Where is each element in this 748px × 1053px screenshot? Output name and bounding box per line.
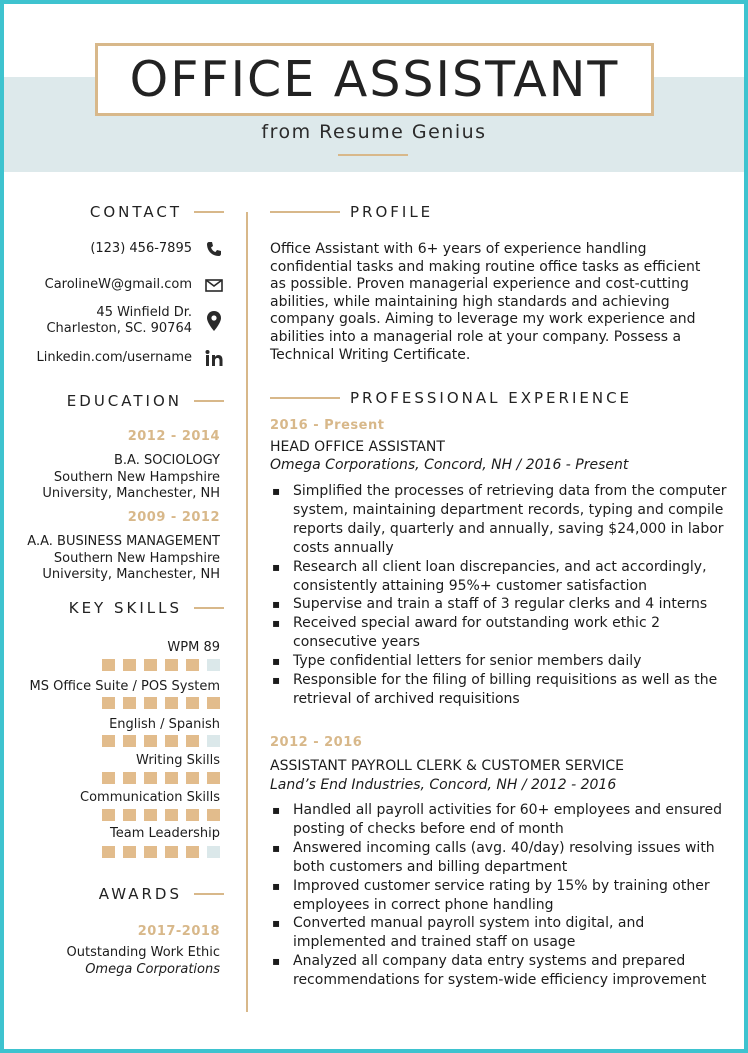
job-bullet: ▪ Supervise and train a staff of 3 regular clerks and 4 interns: [270, 595, 730, 614]
resume-page: [4, 4, 744, 1049]
skill-rating: [102, 735, 220, 747]
skill-square-filled: [165, 735, 178, 747]
skill-square-filled: [186, 697, 199, 709]
skill-square-filled: [102, 846, 115, 858]
resume-title: OFFICE ASSISTANT: [129, 51, 620, 108]
contact-heading: [90, 203, 224, 221]
heading-rule: [194, 400, 224, 402]
job-2-dates: 2012 - 2016: [270, 735, 363, 750]
experience-heading-text: PROFESSIONAL EXPERIENCE: [350, 389, 633, 407]
skill-square-filled: [165, 809, 178, 821]
job-2-bullets: [270, 801, 730, 990]
education-2-details: [27, 534, 220, 584]
linkedin-text[interactable]: Linkedin.com/username: [36, 350, 192, 365]
skill-square-filled: [123, 735, 136, 747]
awards-heading: [99, 885, 224, 903]
skill-label: MS Office Suite / POS System: [29, 679, 220, 694]
education-2-school: Southern New Hampshire: [53, 550, 220, 566]
contact-heading-text: CONTACT: [89, 203, 182, 221]
profile-summary: Office Assistant with 6+ years of experience handling confidential tasks and making routine office tasks as efficient as possible. Proven managerial experience and cost-cutting abilities, while maintaining high standards and achieving company goals. Aiming to leverage my work experience and abilities into a managerial role at your company. Possess a Technical Writing Certificate.: [270, 241, 701, 363]
heading-rule: [194, 893, 224, 895]
skills-heading: [69, 599, 224, 617]
skill-square-filled: [123, 659, 136, 671]
job-1-title: HEAD OFFICE ASSISTANT: [270, 439, 445, 455]
address-line-2: Charleston, SC. 90764: [46, 321, 192, 336]
skill-label: WPM 89: [167, 640, 220, 655]
phone-text: (123) 456-7895: [90, 241, 192, 256]
skill-label: Team Leadership: [110, 826, 220, 841]
job-2-title: ASSISTANT PAYROLL CLERK & CUSTOMER SERVICE: [270, 758, 625, 774]
education-1-location: University, Manchester, NH: [42, 486, 220, 501]
skill-square-filled: [123, 809, 136, 821]
award-details: [67, 945, 221, 978]
contact-linkedin-row: [36, 350, 224, 366]
resume-subtitle: from Resume Genius: [261, 121, 487, 143]
award-org: Omega Corporations: [85, 961, 220, 977]
job-bullet: ▪ Research all client loan discrepancies, and act accordingly, consistently attaining 95%+ customer satisfaction: [270, 558, 730, 596]
skill-square-filled: [102, 735, 115, 747]
education-heading-text: EDUCATION: [66, 392, 182, 410]
skill-label: Writing Skills: [136, 753, 220, 768]
skill-square-filled: [165, 846, 178, 858]
skill-square-filled: [165, 697, 178, 709]
education-1-school: Southern New Hampshire: [53, 469, 220, 485]
profile-heading-text: PROFILE: [350, 203, 434, 221]
education-2-degree: A.A. BUSINESS MANAGEMENT: [27, 534, 220, 549]
envelope-icon: [204, 279, 224, 292]
linkedin-icon: [204, 350, 224, 366]
skill-rating: [102, 846, 220, 858]
skill-square-filled: [144, 809, 157, 821]
job-2-company: Land’s End Industries, Concord, NH / 2012 - 2016: [270, 777, 617, 793]
contact-email-row: [45, 277, 224, 293]
experience-heading: [270, 389, 632, 407]
job-bullet: ▪ Answered incoming calls (avg. 40/day) resolving issues with both customers and billing department: [270, 839, 730, 877]
skill-square-filled: [144, 772, 157, 784]
job-bullet: ▪ Converted manual payroll system into digital, and implemented and trained staff on usage: [270, 914, 730, 952]
education-heading: [67, 392, 224, 410]
subtitle-rule: [338, 154, 408, 156]
skill-square-filled: [123, 772, 136, 784]
skill-square-empty: [207, 659, 220, 671]
skill-square-filled: [207, 697, 220, 709]
job-bullet: ▪ Handled all payroll activities for 60+ employees and ensured posting of checks before end of month: [270, 801, 730, 839]
job-bullet: ▪ Responsible for the filing of billing requisitions as well as the retrieval of archived requisitions: [270, 671, 730, 709]
award-name: Outstanding Work Ethic: [66, 945, 220, 960]
job-1-company: Omega Corporations, Concord, NH / 2016 - Present: [270, 457, 629, 473]
address-text: [46, 305, 192, 337]
skill-square-filled: [144, 735, 157, 747]
awards-heading-text: AWARDS: [98, 885, 182, 903]
column-divider: [246, 212, 248, 1012]
phone-icon: [204, 241, 224, 257]
heading-rule: [194, 211, 224, 213]
skill-rating: [102, 697, 220, 709]
profile-heading: [270, 203, 433, 221]
skill-square-filled: [165, 772, 178, 784]
skill-square-filled: [102, 659, 115, 671]
skill-rating: [102, 659, 220, 671]
location-pin-icon: [204, 311, 224, 331]
skill-square-empty: [207, 735, 220, 747]
contact-phone-row: [90, 241, 224, 257]
skill-square-filled: [102, 697, 115, 709]
skill-label: Communication Skills: [80, 790, 220, 805]
education-2-dates: 2009 - 2012: [127, 510, 220, 525]
award-dates: 2017-2018: [137, 924, 220, 939]
skill-square-filled: [186, 772, 199, 784]
heading-rule: [270, 397, 340, 399]
skill-square-filled: [207, 772, 220, 784]
skill-label: English / Spanish: [109, 717, 220, 732]
skill-square-filled: [186, 809, 199, 821]
address-line-1: 45 Winfield Dr.: [96, 305, 192, 320]
skill-square-filled: [102, 809, 115, 821]
education-1-dates: 2012 - 2014: [127, 429, 220, 444]
education-1-degree: B.A. SOCIOLOGY: [114, 453, 220, 468]
job-bullet: ▪ Type confidential letters for senior members daily: [270, 652, 730, 671]
skill-square-filled: [186, 735, 199, 747]
skill-square-filled: [144, 846, 157, 858]
skill-rating: [102, 809, 220, 821]
education-2-location: University, Manchester, NH: [42, 567, 220, 582]
skill-square-filled: [207, 809, 220, 821]
contact-address-row: [46, 305, 224, 337]
job-bullet: ▪ Analyzed all company data entry systems and prepared recommendations for system-wide efficiency improvement: [270, 952, 730, 990]
title-box: [95, 43, 654, 116]
job-1-dates: 2016 - Present: [270, 418, 385, 433]
skills-heading-text: KEY SKILLS: [68, 599, 182, 617]
education-1-details: [42, 453, 220, 503]
skill-square-filled: [165, 659, 178, 671]
skill-square-filled: [123, 697, 136, 709]
job-bullet: ▪ Simplified the processes of retrieving data from the computer system, maintaining department records, typing and compile reports daily, quarterly and annually, saving $24,000 in labor costs annually: [270, 482, 730, 558]
job-bullet: ▪ Improved customer service rating by 15% by training other employees in correct phone handling: [270, 877, 730, 915]
heading-rule: [270, 211, 340, 213]
skill-square-empty: [207, 846, 220, 858]
skill-square-filled: [144, 659, 157, 671]
skill-square-filled: [186, 846, 199, 858]
skill-square-filled: [186, 659, 199, 671]
skill-square-filled: [123, 846, 136, 858]
skill-square-filled: [144, 697, 157, 709]
job-1-bullets: [270, 482, 730, 709]
email-text: CarolineW@gmail.com: [44, 277, 192, 292]
skill-rating: [102, 772, 220, 784]
skill-square-filled: [102, 772, 115, 784]
heading-rule: [194, 607, 224, 609]
job-bullet: ▪ Received special award for outstanding work ethic 2 consecutive years: [270, 614, 730, 652]
